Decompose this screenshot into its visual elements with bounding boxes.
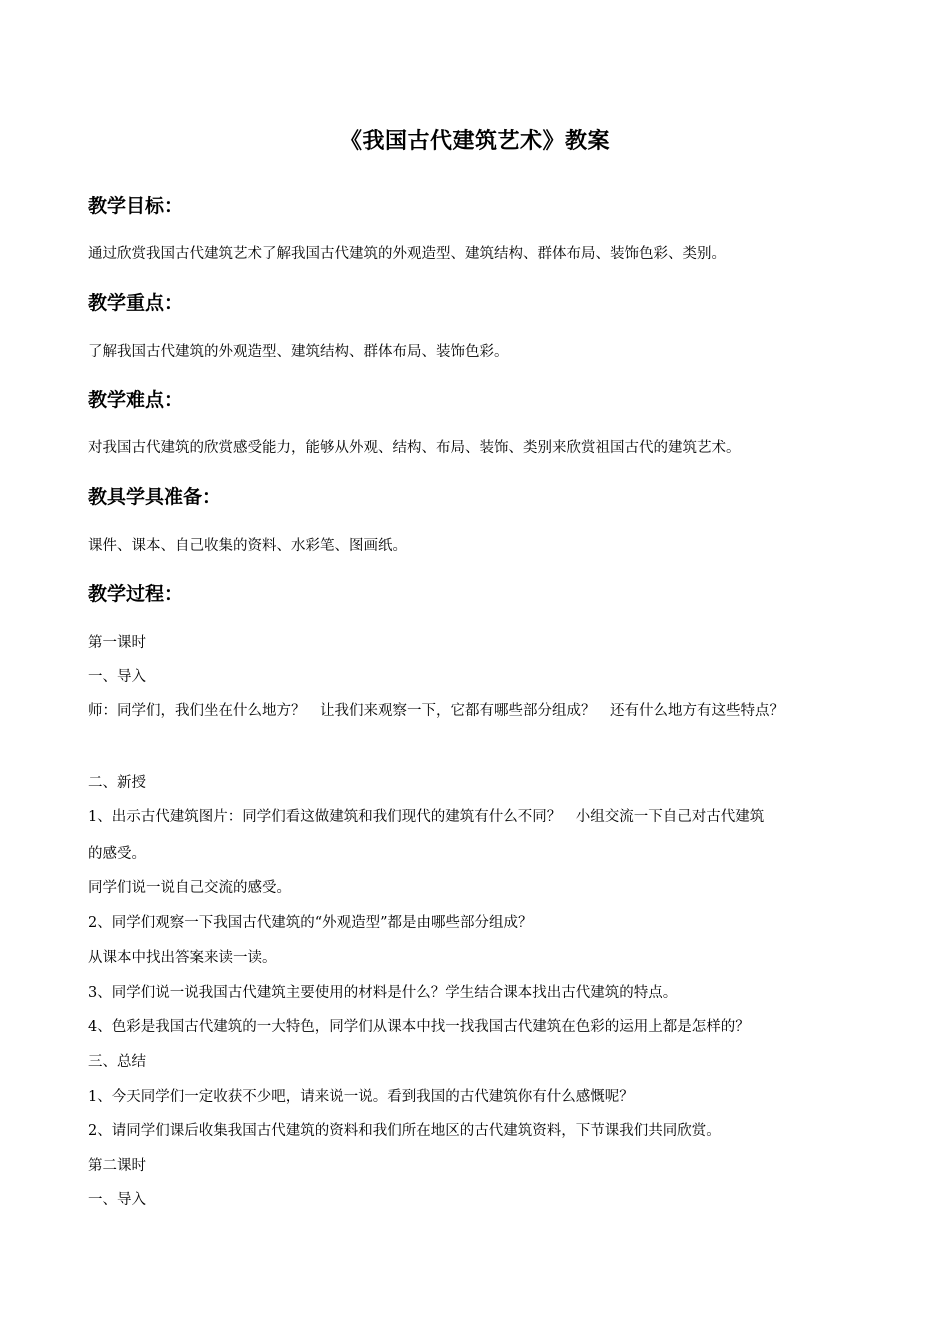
- intro-question: 师：同学们，我们坐在什么地方？ 让我们来观察一下，它都有哪些部分组成？ 还有什么地方有这些特点？: [88, 703, 784, 719]
- summary-heading: 三、总结: [88, 1054, 146, 1070]
- intro-heading: 一、导入: [88, 669, 146, 685]
- summary-2-text: 2、请同学们课后收集我国古代建筑的资料和我们所在地区的古代建筑资料，下节课我们共同欣赏。: [88, 1123, 721, 1139]
- new-lesson-heading: 二、新授: [88, 775, 146, 791]
- objectives-text: 通过欣赏我国古代建筑艺术了解我国古代建筑的外观造型、建筑结构、群体布局、装饰色彩、类别。: [88, 246, 726, 262]
- step-1-continued: 的感受。: [88, 846, 146, 862]
- objectives-heading: 教学目标：: [88, 195, 184, 217]
- difficulties-text: 对我国古代建筑的欣赏感受能力，能够从外观、结构、布局、装饰、类别来欣赏祖国古代的建筑艺术。: [88, 440, 741, 456]
- process-heading: 教学过程：: [88, 583, 184, 605]
- lesson-two-label: 第二课时: [88, 1158, 146, 1174]
- step-2-text: 2、同学们观察一下我国古代建筑的“外观造型”都是由哪些部分组成？: [88, 915, 533, 931]
- step-1-share: 同学们说一说自己交流的感受。: [88, 880, 291, 896]
- key-points-text: 了解我国古代建筑的外观造型、建筑结构、群体布局、装饰色彩。: [88, 344, 509, 360]
- key-points-heading: 教学重点：: [88, 292, 184, 314]
- step-4-text: 4、色彩是我国古代建筑的一大特色，同学们从课本中找一找我国古代建筑在色彩的运用上都是怎样的？: [88, 1019, 750, 1035]
- document-title: 《我国古代建筑艺术》教案: [339, 129, 610, 154]
- step-2-read: 从课本中找出答案来读一读。: [88, 950, 277, 966]
- materials-text: 课件、课本、自己收集的资料、水彩笔、图画纸。: [88, 538, 407, 554]
- lesson-two-intro-heading: 一、导入: [88, 1192, 146, 1208]
- step-3-text: 3、同学们说一说我国古代建筑主要使用的材料是什么？学生结合课本找出古代建筑的特点。: [88, 985, 678, 1001]
- lesson-one-label: 第一课时: [88, 635, 146, 651]
- difficulties-heading: 教学难点：: [88, 389, 184, 411]
- step-1-text: 1、出示古代建筑图片：同学们看这做建筑和我们现代的建筑有什么不同？ 小组交流一下自己对古代建筑: [88, 809, 765, 825]
- materials-heading: 教具学具准备：: [88, 486, 222, 508]
- summary-1-text: 1、今天同学们一定收获不少吧，请来说一说。看到我国的古代建筑你有什么感慨呢？: [88, 1089, 634, 1105]
